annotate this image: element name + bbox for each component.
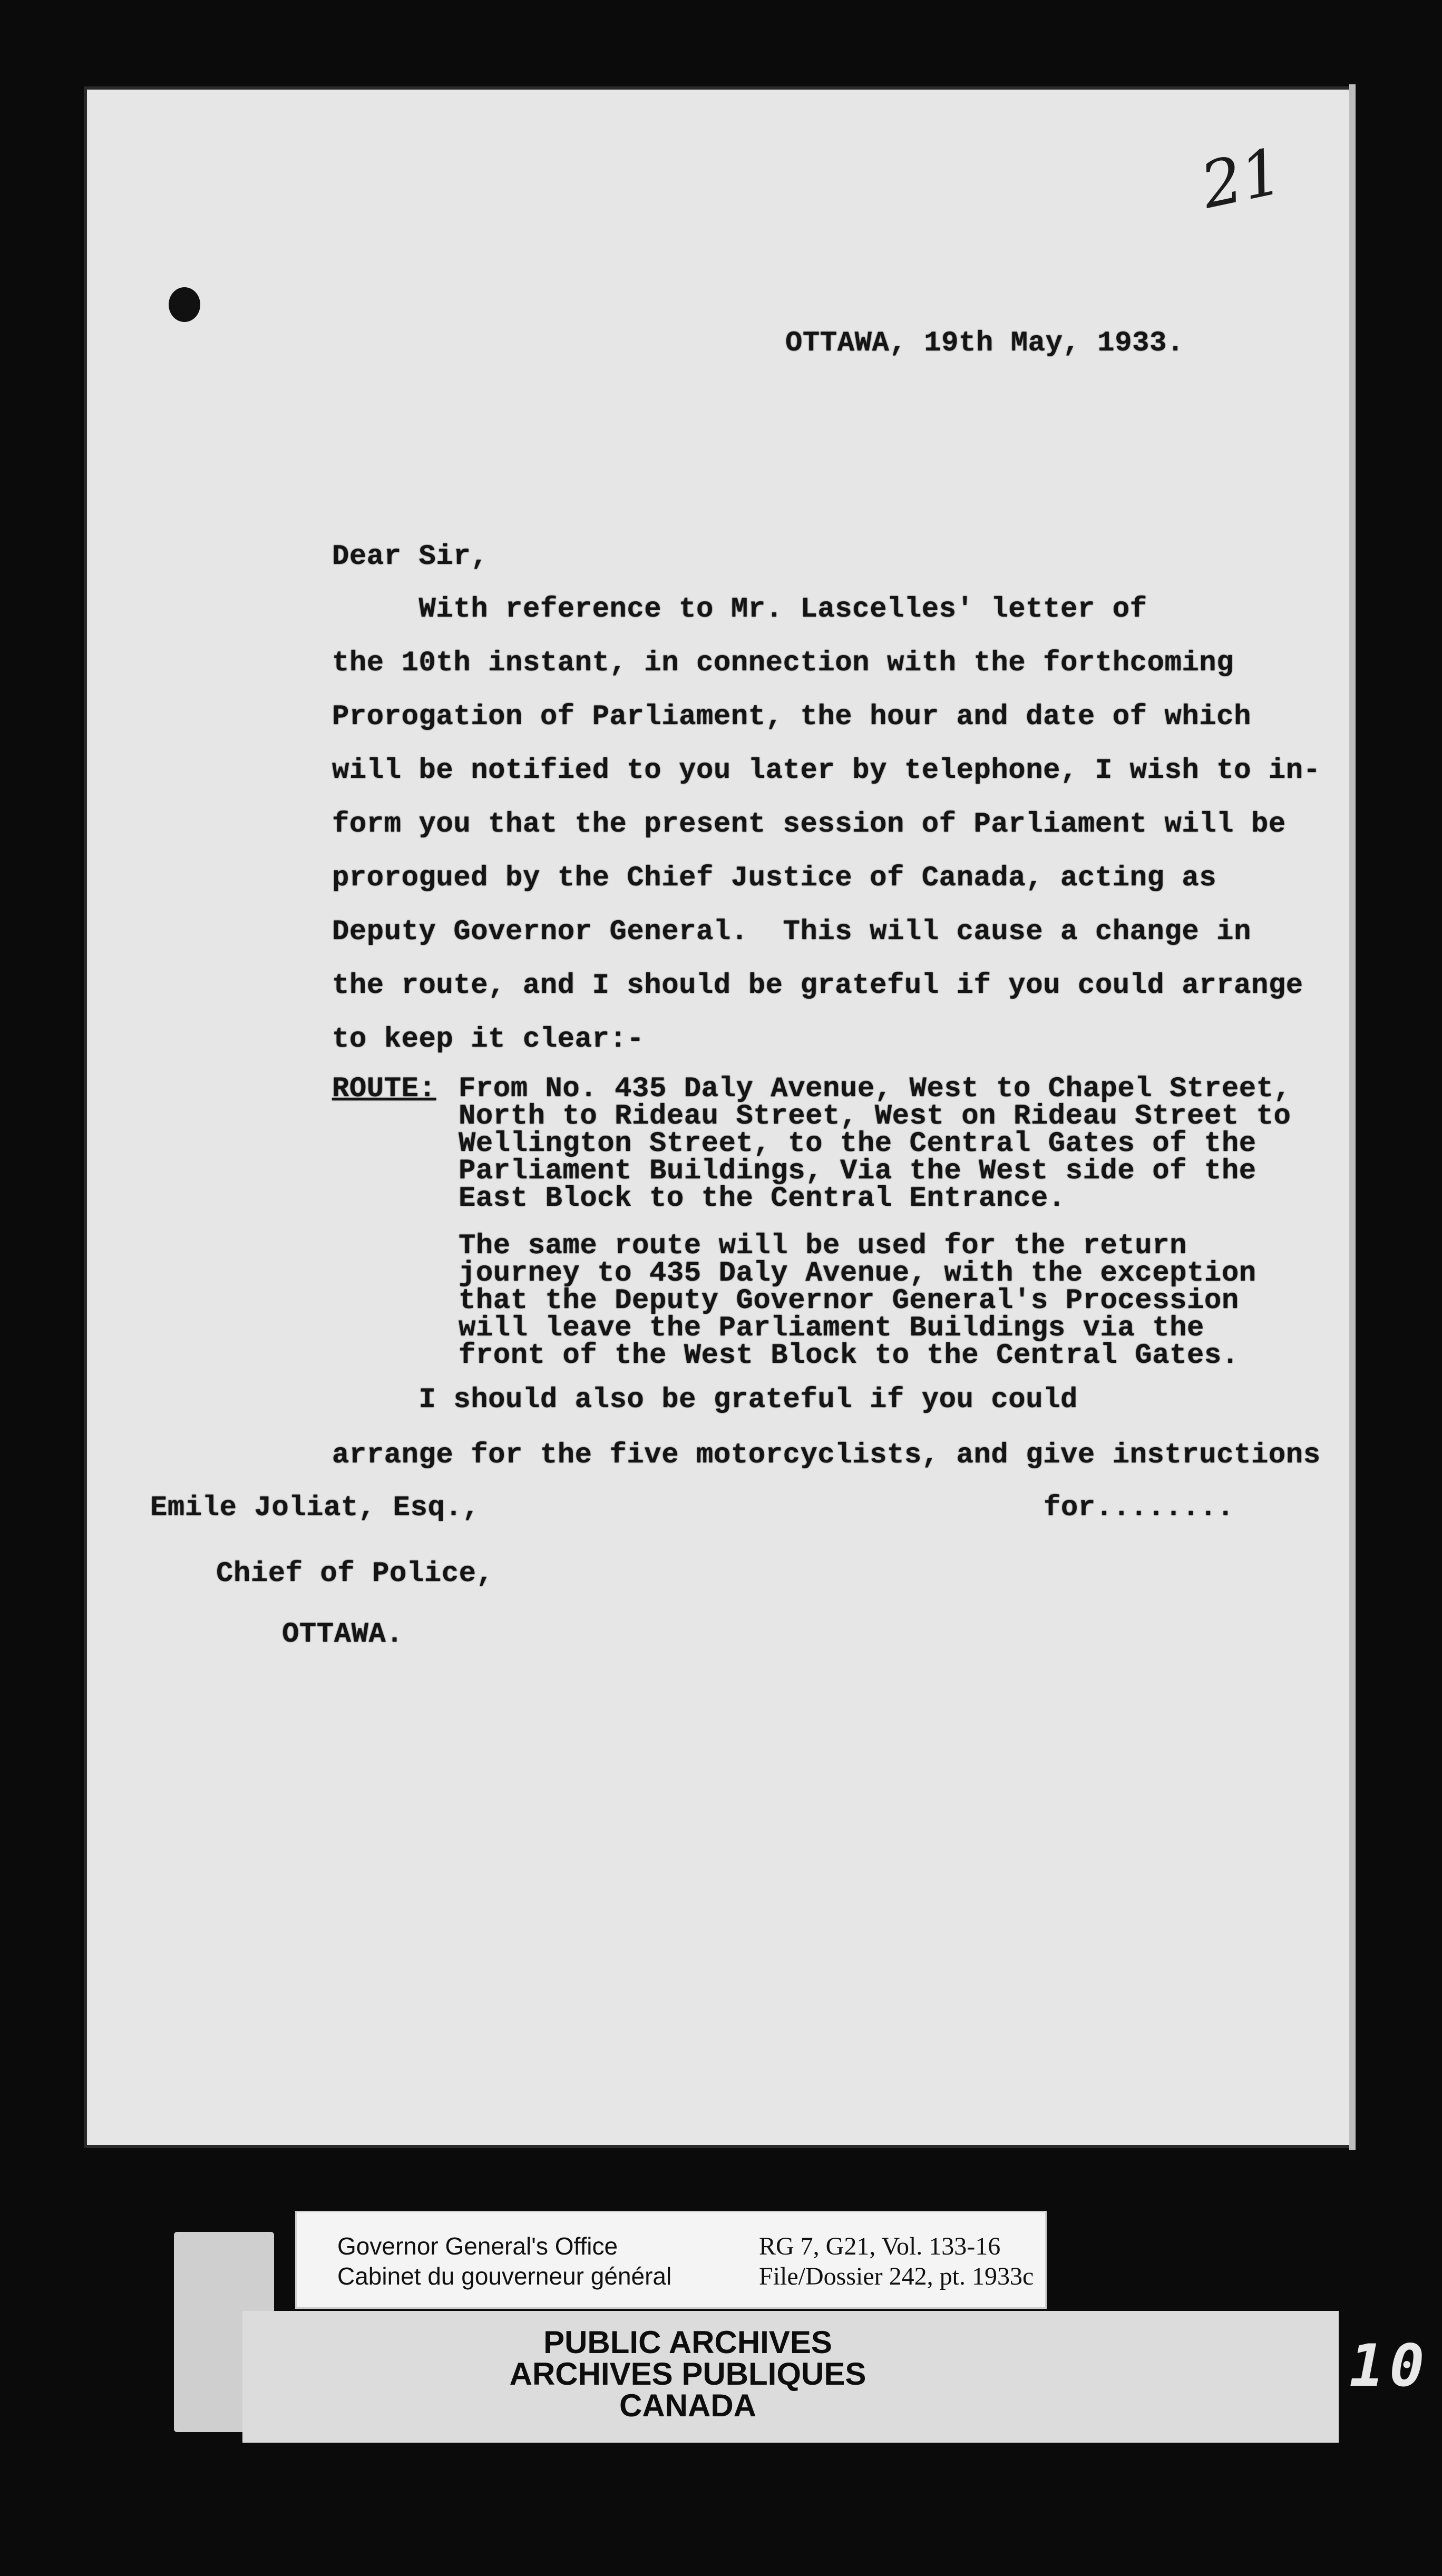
body-line: With reference to Mr. Lascelles' letter of [332,593,1147,626]
punch-hole [169,287,200,322]
record-group-reference: RG 7, G21, Vol. 133-16 [759,2232,1001,2260]
body-line: form you that the present session of Parliament will be [332,808,1286,841]
body-line: prorogued by the Chief Justice of Canada, acting as [332,862,1217,894]
route-line: East Block to the Central Entrance. [459,1183,1066,1215]
office-name-en: Governor General's Office [337,2232,618,2260]
office-name-fr: Cabinet du gouverneur général [337,2262,672,2290]
route-line: From No. 435 Daly Avenue, West to Chapel Street, [459,1073,1291,1105]
date-line: OTTAWA, 19th May, 1933. [785,327,1184,359]
addressee-city: OTTAWA. [282,1618,404,1651]
return-line: front of the West Block to the Central Gates. [459,1340,1239,1372]
return-line: that the Deputy Governor General's Procession [459,1285,1239,1317]
route-label: ROUTE: [332,1073,436,1105]
route-line: North to Rideau Street, West on Rideau Street to [459,1100,1291,1133]
route-line: Parliament Buildings, Via the West side of the [459,1155,1256,1187]
file-reference: File/Dossier 242, pt. 1933c [759,2262,1034,2290]
return-line: The same route will be used for the return [459,1230,1187,1262]
return-line: will leave the Parliament Buildings via the [459,1312,1204,1344]
continuation-text: for........ [1044,1492,1234,1524]
body-line: the route, and I should be grateful if you could arrange [332,970,1303,1002]
closing-line: I should also be grateful if you could [332,1384,1078,1416]
addressee-title: Chief of Police, [216,1558,494,1590]
route-line: Wellington Street, to the Central Gates of the [459,1128,1256,1160]
archives-stamp-line: ARCHIVES PUBLIQUES [509,2356,866,2392]
body-line: will be notified to you later by telephone, I wish to in- [332,755,1321,787]
frame-number: 10 [1349,2332,1430,2399]
archives-stamp-line: PUBLIC ARCHIVES [543,2325,832,2360]
closing-line: arrange for the five motorcyclists, and give instructions [332,1439,1321,1471]
return-line: journey to 435 Daly Avenue, with the exception [459,1257,1256,1290]
archives-stamp-line: CANADA [619,2388,756,2423]
body-line: Prorogation of Parliament, the hour and date of which [332,701,1251,733]
folio-mark: 21 [1195,134,1289,223]
body-line: Deputy Governor General. This will cause a change in [332,916,1251,948]
salutation: Dear Sir, [332,541,489,573]
body-line: the 10th instant, in connection with the forthcoming [332,647,1234,679]
body-line: to keep it clear:- [332,1023,645,1056]
addressee-name: Emile Joliat, Esq., [150,1492,480,1524]
sheet-edge [1349,84,1356,2150]
